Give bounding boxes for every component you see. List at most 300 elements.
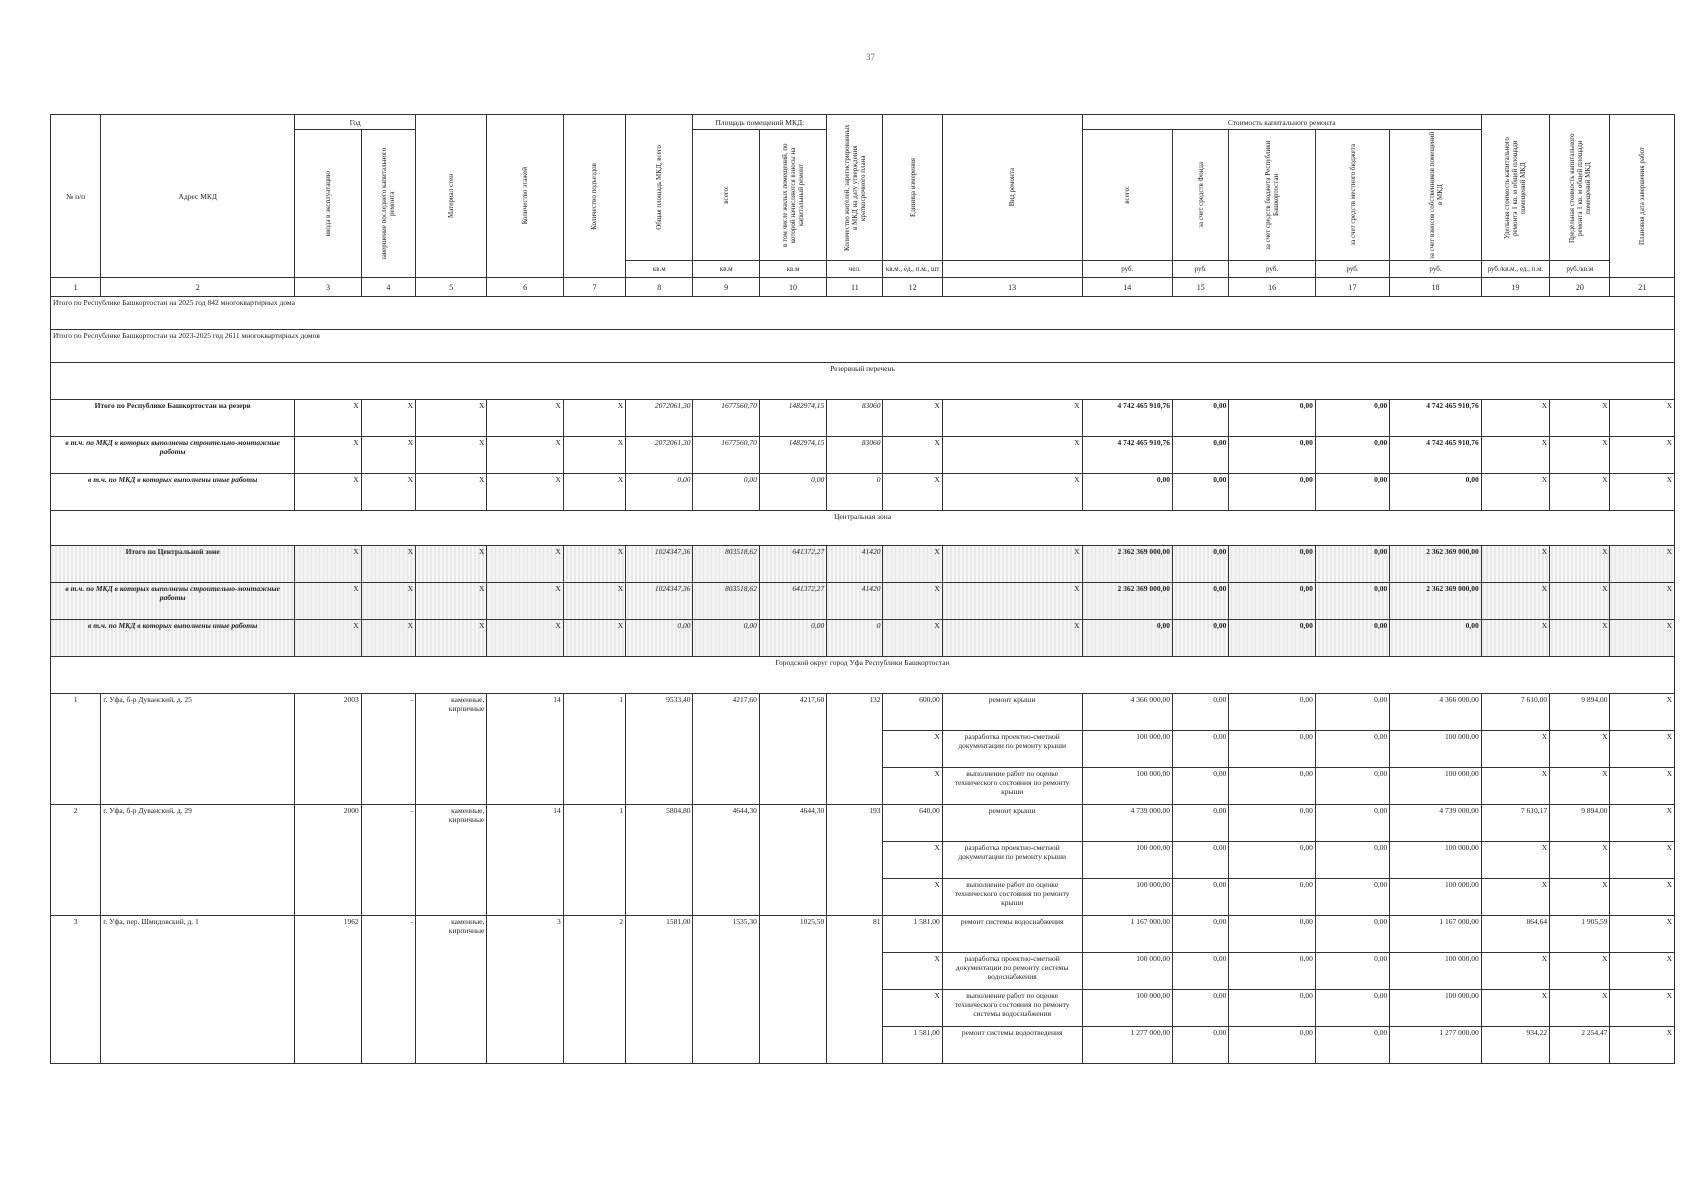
- column-number: 7: [563, 278, 625, 297]
- cost-zero: 0,00: [1229, 400, 1315, 437]
- total-2023-2025-row: [51, 330, 1675, 363]
- work-cost-owners: 100 000,00: [1390, 731, 1482, 768]
- column-number: 12: [883, 278, 942, 297]
- item-owned-area: 1025,50: [759, 916, 826, 1064]
- x-mark: X: [1550, 400, 1610, 437]
- total-area: 2072061,30: [626, 400, 693, 437]
- x-mark: X: [883, 546, 942, 583]
- item-address: г. Уфа, пер. Шмидовский, д. 1: [101, 916, 295, 1064]
- total-label: Итого по Республике Башкортостан на резерв: [51, 400, 295, 437]
- work-quantity: X: [883, 879, 942, 916]
- x-mark: X: [1550, 583, 1610, 620]
- items-group: [51, 694, 1675, 1064]
- item-work-row: [51, 805, 1675, 842]
- cost-zero: 0,00: [1173, 583, 1229, 620]
- work-cost: 1 277 000,00: [1082, 1027, 1172, 1064]
- total-row: [51, 437, 1675, 474]
- owned-area: 1482974,15: [759, 437, 826, 474]
- totals-central-group: [51, 546, 1675, 657]
- item-wall-material: каменные, кирпичные: [415, 916, 486, 1064]
- column-numbers-row: [51, 278, 1675, 297]
- residents: 0: [827, 474, 883, 511]
- work-type: ремонт крыши: [942, 694, 1082, 731]
- total-2025-text: Итого по Республике Башкортостан на 2025 год 842 многоквартирных дома: [51, 297, 1675, 330]
- work-cost-zero: 0,00: [1229, 768, 1315, 805]
- work-cost-owners: 100 000,00: [1390, 768, 1482, 805]
- column-number: 8: [626, 278, 693, 297]
- header-premises-owned: в том числе жилых помещений, по которой начисляются взносы на капитальный ремонт: [781, 143, 805, 247]
- x-mark: X: [361, 400, 415, 437]
- work-type: ремонт системы водоотведения: [942, 1027, 1082, 1064]
- work-type: разработка проектно-сметной документации по ремонту крыши: [942, 842, 1082, 879]
- x-mark: X: [1550, 620, 1610, 657]
- x-mark: X: [942, 546, 1082, 583]
- header-year-group: Год: [295, 115, 416, 130]
- x-mark: X: [487, 437, 563, 474]
- premises-area: 0,00: [693, 620, 759, 657]
- x-mark: X: [1610, 400, 1675, 437]
- work-cost-zero: 0,00: [1173, 768, 1229, 805]
- work-cost: 4 366 000,00: [1082, 694, 1172, 731]
- x-mark: X: [1481, 474, 1549, 511]
- owned-area: 0,00: [759, 620, 826, 657]
- work-plan-date: X: [1610, 1027, 1675, 1064]
- header-premises-group: Площадь помещений МКД:: [693, 115, 827, 130]
- x-mark: X: [295, 620, 361, 657]
- item-floors: 3: [487, 916, 563, 1064]
- unit-cell: руб./кв.м., ед., п.м.: [1481, 261, 1549, 278]
- x-mark: X: [361, 546, 415, 583]
- work-type: выполнение работ по оценке технического состояния по ремонту крыши: [942, 768, 1082, 805]
- work-plan-date: X: [1610, 694, 1675, 731]
- cost-owners: 0,00: [1390, 620, 1482, 657]
- capital-repair-table-sheet: [50, 114, 1675, 1064]
- work-cost-owners: 100 000,00: [1390, 879, 1482, 916]
- item-address: г. Уфа, б-р Дуванский, д. 25: [101, 694, 295, 805]
- work-cost-owners: 4 739 000,00: [1390, 805, 1482, 842]
- total-label: Итого по Центральной зоне: [51, 546, 295, 583]
- header-cost-group: Стоимость капитального ремонта: [1082, 115, 1481, 130]
- cost-zero: 0,00: [1173, 620, 1229, 657]
- column-number: 11: [827, 278, 883, 297]
- work-unit-cost: X: [1481, 990, 1549, 1027]
- x-mark: X: [942, 583, 1082, 620]
- total-area: 2072061,30: [626, 437, 693, 474]
- work-quantity: 1 581,00: [883, 916, 942, 953]
- work-cost-owners: 1 167 000,00: [1390, 916, 1482, 953]
- unit-cell: руб./кв.м: [1550, 261, 1610, 278]
- header-plan-date: Плановая дата завершения работ: [1638, 146, 1647, 246]
- x-mark: X: [883, 583, 942, 620]
- section-reserve-row: [51, 363, 1675, 400]
- residents: 83060: [827, 437, 883, 474]
- work-unit-cost: 934,22: [1481, 1027, 1549, 1064]
- work-max-cost: X: [1550, 731, 1610, 768]
- item-number: 3: [51, 916, 101, 1064]
- work-cost: 100 000,00: [1082, 768, 1172, 805]
- cost-zero: 0,00: [1173, 546, 1229, 583]
- x-mark: X: [1481, 437, 1549, 474]
- header-cost-total: всего:: [1123, 186, 1132, 204]
- cost-zero: 0,00: [1173, 437, 1229, 474]
- x-mark: X: [361, 583, 415, 620]
- work-cost-zero: 0,00: [1173, 842, 1229, 879]
- work-cost-zero: 0,00: [1315, 879, 1389, 916]
- x-mark: X: [415, 620, 486, 657]
- x-mark: X: [1481, 583, 1549, 620]
- work-cost-zero: 0,00: [1315, 768, 1389, 805]
- work-plan-date: X: [1610, 842, 1675, 879]
- work-plan-date: X: [1610, 916, 1675, 953]
- unit-cell: кв.м: [693, 261, 759, 278]
- premises-area: 803518,62: [693, 546, 759, 583]
- column-number: 14: [1082, 278, 1172, 297]
- total-label: в т.ч. по МКД в которых выполнены строительно-монтажные работы: [51, 583, 295, 620]
- residents: 83060: [827, 400, 883, 437]
- page-number: 37: [866, 52, 875, 62]
- work-type: выполнение работ по оценке технического состояния по ремонту системы водоснабжения: [942, 990, 1082, 1027]
- x-mark: X: [942, 474, 1082, 511]
- total-2023-2025-text: Итого по Республике Башкортостан на 2023-2025 год 2611 многоквартирных домов: [51, 330, 1675, 363]
- column-number: 5: [415, 278, 486, 297]
- column-number: 21: [1610, 278, 1675, 297]
- x-mark: X: [487, 474, 563, 511]
- x-mark: X: [1610, 546, 1675, 583]
- work-plan-date: X: [1610, 990, 1675, 1027]
- column-number: 16: [1229, 278, 1315, 297]
- work-cost-zero: 0,00: [1229, 879, 1315, 916]
- work-cost-zero: 0,00: [1229, 953, 1315, 990]
- work-plan-date: X: [1610, 731, 1675, 768]
- item-premises-area: 4217,60: [693, 694, 759, 805]
- unit-cell: чел.: [827, 261, 883, 278]
- x-mark: X: [295, 474, 361, 511]
- cost-total: 4 742 465 910,76: [1082, 437, 1172, 474]
- total-label: в т.ч. по МКД в которых выполнены иные работы: [51, 474, 295, 511]
- work-unit-cost: 864,64: [1481, 916, 1549, 953]
- column-number: 1: [51, 278, 101, 297]
- work-max-cost: X: [1550, 879, 1610, 916]
- x-mark: X: [361, 437, 415, 474]
- total-label: в т.ч. по МКД в которых выполнены иные работы: [51, 620, 295, 657]
- work-unit-cost: X: [1481, 768, 1549, 805]
- item-wall-material: каменные, кирпичные: [415, 805, 486, 916]
- work-cost-zero: 0,00: [1173, 694, 1229, 731]
- work-quantity: X: [883, 953, 942, 990]
- x-mark: X: [487, 583, 563, 620]
- work-cost-zero: 0,00: [1315, 916, 1389, 953]
- work-max-cost: X: [1550, 953, 1610, 990]
- header-year-commission: ввода в эксплуатацию: [324, 170, 332, 237]
- item-premises-area: 1535,30: [693, 916, 759, 1064]
- item-floors: 14: [487, 805, 563, 916]
- x-mark: X: [415, 437, 486, 474]
- section-central-title: Центральная зона: [51, 511, 1675, 546]
- work-cost: 4 739 000,00: [1082, 805, 1172, 842]
- item-number: 2: [51, 805, 101, 916]
- item-total-area: 1581,00: [626, 916, 693, 1064]
- x-mark: X: [295, 583, 361, 620]
- cost-total: 0,00: [1082, 474, 1172, 511]
- work-cost-zero: 0,00: [1315, 842, 1389, 879]
- x-mark: X: [295, 400, 361, 437]
- total-row: [51, 620, 1675, 657]
- cost-owners: 2 362 369 000,00: [1390, 583, 1482, 620]
- work-type: выполнение работ по оценке технического состояния по ремонту крыши: [942, 879, 1082, 916]
- x-mark: X: [942, 620, 1082, 657]
- work-quantity: 1 581,00: [883, 1027, 942, 1064]
- premises-area: 0,00: [693, 474, 759, 511]
- header-row-1: [51, 115, 1675, 130]
- header-repair-type: Вид ремонта: [1008, 168, 1017, 207]
- work-cost-owners: 100 000,00: [1390, 842, 1482, 879]
- column-number: 9: [693, 278, 759, 297]
- total-area: 1024347,36: [626, 583, 693, 620]
- cost-zero: 0,00: [1315, 474, 1389, 511]
- item-entrances: 2: [563, 916, 625, 1064]
- work-cost-zero: 0,00: [1229, 731, 1315, 768]
- x-mark: X: [563, 620, 625, 657]
- cost-zero: 0,00: [1229, 546, 1315, 583]
- work-cost-owners: 4 366 000,00: [1390, 694, 1482, 731]
- cost-zero: 0,00: [1229, 474, 1315, 511]
- header-cost-rb: за счет средств бюджета Республики Башкортостан: [1264, 140, 1281, 250]
- cost-zero: 0,00: [1315, 400, 1389, 437]
- x-mark: X: [415, 400, 486, 437]
- work-cost-owners: 1 277 000,00: [1390, 1027, 1482, 1064]
- x-mark: X: [563, 437, 625, 474]
- item-owned-area: 4644,30: [759, 805, 826, 916]
- work-type: ремонт системы водоснабжения: [942, 916, 1082, 953]
- premises-area: 803518,62: [693, 583, 759, 620]
- work-max-cost: 9 894,00: [1550, 694, 1610, 731]
- x-mark: X: [1550, 546, 1610, 583]
- total-row: [51, 474, 1675, 511]
- x-mark: X: [883, 437, 942, 474]
- header-residents: Количество жителей, зарегистрированных в МКД на дату утверждения краткосрочного плана: [842, 124, 867, 251]
- residents: 0: [827, 620, 883, 657]
- cost-zero: 0,00: [1229, 437, 1315, 474]
- x-mark: X: [563, 474, 625, 511]
- x-mark: X: [361, 474, 415, 511]
- item-residents: 132: [827, 694, 883, 805]
- work-cost-zero: 0,00: [1229, 694, 1315, 731]
- work-unit-cost: X: [1481, 953, 1549, 990]
- x-mark: X: [883, 400, 942, 437]
- cost-total: 0,00: [1082, 620, 1172, 657]
- item-owned-area: 4217,60: [759, 694, 826, 805]
- x-mark: X: [563, 400, 625, 437]
- work-cost-zero: 0,00: [1173, 879, 1229, 916]
- work-type: разработка проектно-сметной документации по ремонту крыши: [942, 731, 1082, 768]
- header-total-area: Общая площадь МКД, всего: [655, 145, 664, 230]
- item-entrances: 1: [563, 805, 625, 916]
- cost-zero: 0,00: [1173, 400, 1229, 437]
- column-number: 3: [295, 278, 361, 297]
- header-floors: Количество этажей: [521, 167, 530, 225]
- work-cost-zero: 0,00: [1173, 731, 1229, 768]
- unit-cell-empty: [942, 261, 1082, 278]
- header-entrances: Количество подъездов: [590, 162, 599, 230]
- column-number: 2: [101, 278, 295, 297]
- x-mark: X: [883, 620, 942, 657]
- header-premises-total: всего:: [722, 186, 731, 204]
- total-area: 0,00: [626, 474, 693, 511]
- work-cost-owners: 100 000,00: [1390, 990, 1482, 1027]
- x-mark: X: [563, 583, 625, 620]
- cost-owners: 2 362 369 000,00: [1390, 546, 1482, 583]
- section-ufa-row: [51, 657, 1675, 694]
- total-row: [51, 583, 1675, 620]
- unit-cell: руб.: [1229, 261, 1315, 278]
- work-max-cost: X: [1550, 768, 1610, 805]
- work-cost-owners: 100 000,00: [1390, 953, 1482, 990]
- work-cost-zero: 0,00: [1315, 805, 1389, 842]
- x-mark: X: [415, 546, 486, 583]
- work-max-cost: X: [1550, 990, 1610, 1027]
- item-year: 2003: [295, 694, 361, 805]
- work-cost: 1 167 000,00: [1082, 916, 1172, 953]
- work-cost: 100 000,00: [1082, 990, 1172, 1027]
- item-number: 1: [51, 694, 101, 805]
- work-cost: 100 000,00: [1082, 879, 1172, 916]
- header-cost-fund: за счет средств Фонда: [1196, 162, 1205, 228]
- x-mark: X: [1550, 437, 1610, 474]
- cost-zero: 0,00: [1229, 620, 1315, 657]
- x-mark: X: [942, 437, 1082, 474]
- work-type: разработка проектно-сметной документации по ремонту системы водоснабжения: [942, 953, 1082, 990]
- cost-total: 4 742 465 910,76: [1082, 400, 1172, 437]
- work-quantity: 640,00: [883, 805, 942, 842]
- item-wall-material: каменные, кирпичные: [415, 694, 486, 805]
- item-premises-area: 4644,30: [693, 805, 759, 916]
- residents: 41420: [827, 546, 883, 583]
- x-mark: X: [1481, 620, 1549, 657]
- column-number: 18: [1390, 278, 1482, 297]
- x-mark: X: [883, 474, 942, 511]
- item-year-repair: -: [361, 805, 415, 916]
- work-unit-cost: X: [1481, 731, 1549, 768]
- owned-area: 641372,27: [759, 546, 826, 583]
- work-plan-date: X: [1610, 805, 1675, 842]
- unit-cell: руб.: [1315, 261, 1389, 278]
- residents: 41420: [827, 583, 883, 620]
- work-max-cost: 1 905,59: [1550, 916, 1610, 953]
- work-max-cost: X: [1550, 842, 1610, 879]
- cost-total: 2 362 369 000,00: [1082, 546, 1172, 583]
- x-mark: X: [563, 546, 625, 583]
- owned-area: 641372,27: [759, 583, 826, 620]
- total-row: [51, 546, 1675, 583]
- unit-cell: кв.м: [626, 261, 693, 278]
- work-max-cost: 9 894,00: [1550, 805, 1610, 842]
- owned-area: 1482974,15: [759, 400, 826, 437]
- header-unit: Единица измерения: [908, 158, 917, 217]
- x-mark: X: [487, 400, 563, 437]
- work-cost-zero: 0,00: [1315, 953, 1389, 990]
- work-unit-cost: X: [1481, 842, 1549, 879]
- cost-zero: 0,00: [1315, 546, 1389, 583]
- cost-zero: 0,00: [1229, 583, 1315, 620]
- x-mark: X: [295, 546, 361, 583]
- item-work-row: [51, 694, 1675, 731]
- x-mark: X: [1481, 546, 1549, 583]
- work-cost-zero: 0,00: [1229, 990, 1315, 1027]
- item-residents: 193: [827, 805, 883, 916]
- work-cost-zero: 0,00: [1173, 953, 1229, 990]
- unit-cell: кв.м: [759, 261, 826, 278]
- total-area: 1024347,36: [626, 546, 693, 583]
- work-cost-zero: 0,00: [1229, 916, 1315, 953]
- work-cost: 100 000,00: [1082, 953, 1172, 990]
- column-number: 19: [1481, 278, 1549, 297]
- work-cost-zero: 0,00: [1315, 694, 1389, 731]
- work-max-cost: 2 254,47: [1550, 1027, 1610, 1064]
- column-number: 20: [1550, 278, 1610, 297]
- total-row: [51, 400, 1675, 437]
- work-cost: 100 000,00: [1082, 842, 1172, 879]
- work-plan-date: X: [1610, 879, 1675, 916]
- total-area: 0,00: [626, 620, 693, 657]
- section-reserve-title: Резервный перечень: [51, 363, 1675, 400]
- x-mark: X: [415, 474, 486, 511]
- x-mark: X: [1610, 437, 1675, 474]
- header-cost-local: за счет средств местного бюджета: [1348, 144, 1357, 246]
- x-mark: X: [942, 400, 1082, 437]
- header-cost-owners: за счет взносов собственников помещений в МКД: [1427, 131, 1444, 259]
- cost-owners: 0,00: [1390, 474, 1482, 511]
- item-year: 2000: [295, 805, 361, 916]
- cost-zero: 0,00: [1173, 474, 1229, 511]
- cost-zero: 0,00: [1315, 583, 1389, 620]
- x-mark: X: [361, 620, 415, 657]
- item-total-area: 9533,40: [626, 694, 693, 805]
- cost-owners: 4 742 465 910,76: [1390, 400, 1482, 437]
- work-plan-date: X: [1610, 768, 1675, 805]
- x-mark: X: [1481, 400, 1549, 437]
- section-central-row: [51, 511, 1675, 546]
- column-number: 6: [487, 278, 563, 297]
- item-floors: 14: [487, 694, 563, 805]
- header-n: № п/п: [51, 115, 101, 278]
- header-wall-material: Материал стен: [447, 174, 456, 218]
- column-number: 15: [1173, 278, 1229, 297]
- total-label: в т.ч. по МКД в которых выполнены строительно-монтажные работы: [51, 437, 295, 474]
- unit-cell: руб.: [1173, 261, 1229, 278]
- work-cost-zero: 0,00: [1229, 805, 1315, 842]
- work-quantity: X: [883, 990, 942, 1027]
- cost-total: 2 362 369 000,00: [1082, 583, 1172, 620]
- work-quantity: X: [883, 731, 942, 768]
- unit-cell: руб.: [1082, 261, 1172, 278]
- item-address: г. Уфа, б-р Дуванский, д. 29: [101, 805, 295, 916]
- work-type: ремонт крыши: [942, 805, 1082, 842]
- premises-area: 1677560,70: [693, 437, 759, 474]
- totals-reserve-group: [51, 400, 1675, 511]
- item-year-repair: -: [361, 694, 415, 805]
- header-unit-cost: Удельная стоимость капитального ремонта 1 кв. м общей площади помещений МКД: [1503, 136, 1528, 239]
- x-mark: X: [1550, 474, 1610, 511]
- item-year-repair: -: [361, 916, 415, 1064]
- unit-cell: кв.м., ед., п.м., шт: [883, 261, 942, 278]
- work-cost: 100 000,00: [1082, 731, 1172, 768]
- work-cost-zero: 0,00: [1229, 1027, 1315, 1064]
- work-cost-zero: 0,00: [1173, 1027, 1229, 1064]
- column-number: 10: [759, 278, 826, 297]
- item-work-row: [51, 916, 1675, 953]
- work-quantity: X: [883, 768, 942, 805]
- owned-area: 0,00: [759, 474, 826, 511]
